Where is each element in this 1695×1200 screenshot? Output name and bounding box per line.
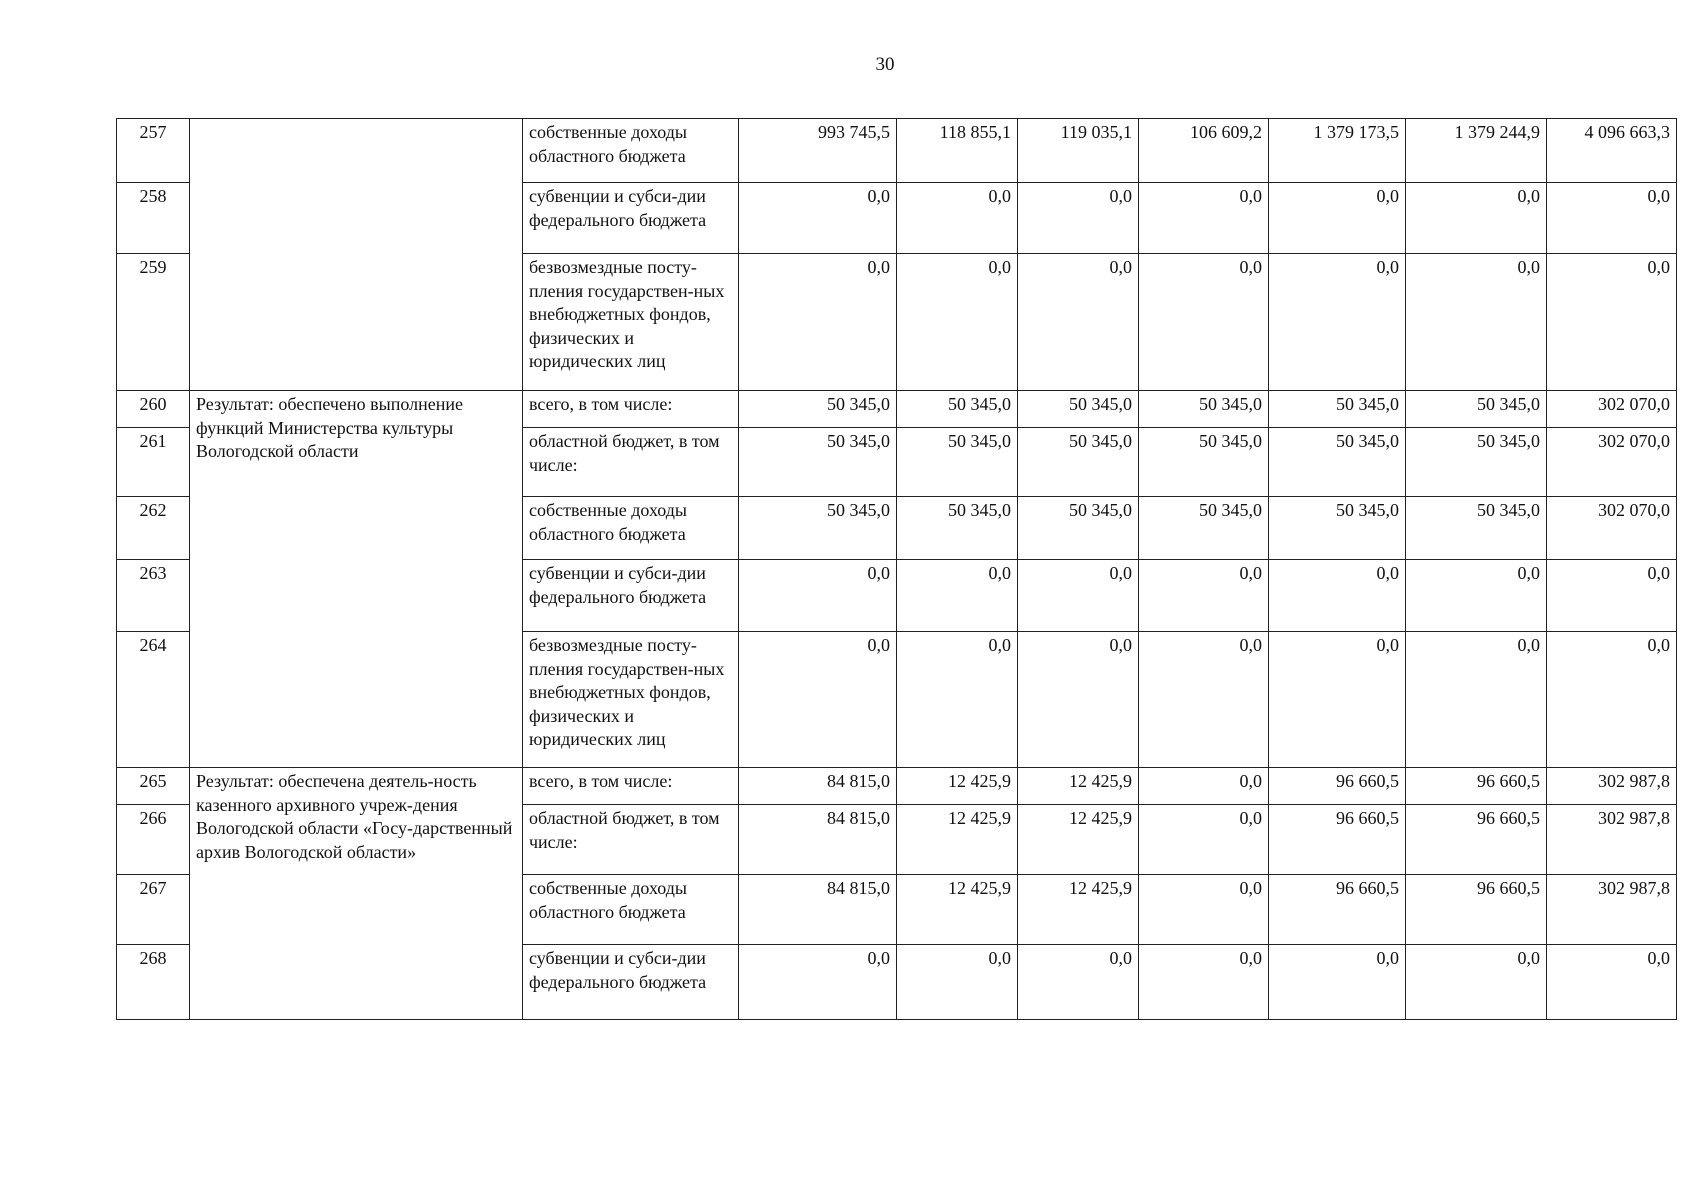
value-cell: 0,0	[739, 632, 897, 768]
value-cell: 0,0	[897, 632, 1018, 768]
budget-table	[116, 118, 1677, 1020]
value-cell: 0,0	[897, 254, 1018, 391]
funding-source-cell: собственные доходы областного бюджета	[523, 497, 739, 560]
value-cell: 0,0	[1547, 945, 1677, 1020]
value-cell: 0,0	[1406, 560, 1547, 632]
value-cell: 0,0	[1269, 632, 1406, 768]
value-cell: 0,0	[1269, 945, 1406, 1020]
value-cell: 1 379 244,9	[1406, 119, 1547, 183]
value-cell: 50 345,0	[1139, 391, 1269, 428]
row-number: 262	[117, 497, 190, 560]
result-cell	[190, 119, 523, 391]
value-cell: 50 345,0	[739, 497, 897, 560]
value-cell: 50 345,0	[1269, 497, 1406, 560]
value-cell: 0,0	[1406, 945, 1547, 1020]
funding-source-cell: субвенции и субси-дии федерального бюджета	[523, 945, 739, 1020]
value-cell: 119 035,1	[1018, 119, 1139, 183]
value-cell: 50 345,0	[897, 428, 1018, 497]
value-cell: 0,0	[1139, 183, 1269, 254]
value-cell: 12 425,9	[897, 805, 1018, 875]
row-number: 260	[117, 391, 190, 428]
value-cell: 0,0	[1139, 875, 1269, 945]
value-cell: 50 345,0	[1018, 428, 1139, 497]
value-cell: 1 379 173,5	[1269, 119, 1406, 183]
value-cell: 4 096 663,3	[1547, 119, 1677, 183]
value-cell: 84 815,0	[739, 805, 897, 875]
row-number: 264	[117, 632, 190, 768]
funding-source-cell: всего, в том числе:	[523, 391, 739, 428]
funding-source-cell: собственные доходы областного бюджета	[523, 875, 739, 945]
value-cell: 0,0	[1139, 805, 1269, 875]
value-cell: 993 745,5	[739, 119, 897, 183]
funding-source-cell: областной бюджет, в том числе:	[523, 805, 739, 875]
value-cell: 0,0	[1139, 254, 1269, 391]
value-cell: 50 345,0	[1139, 497, 1269, 560]
value-cell: 0,0	[739, 183, 897, 254]
value-cell: 0,0	[1269, 254, 1406, 391]
value-cell: 0,0	[1406, 632, 1547, 768]
table-row	[117, 119, 1677, 183]
value-cell: 50 345,0	[739, 391, 897, 428]
value-cell: 12 425,9	[1018, 805, 1139, 875]
row-number: 263	[117, 560, 190, 632]
value-cell: 0,0	[1269, 183, 1406, 254]
value-cell: 50 345,0	[897, 391, 1018, 428]
value-cell: 0,0	[1406, 254, 1547, 391]
value-cell: 0,0	[1139, 560, 1269, 632]
value-cell: 0,0	[1406, 183, 1547, 254]
value-cell: 0,0	[1018, 632, 1139, 768]
value-cell: 0,0	[897, 183, 1018, 254]
row-number: 265	[117, 768, 190, 805]
row-number: 268	[117, 945, 190, 1020]
value-cell: 50 345,0	[1406, 391, 1547, 428]
value-cell: 84 815,0	[739, 875, 897, 945]
value-cell: 0,0	[897, 560, 1018, 632]
value-cell: 50 345,0	[1018, 497, 1139, 560]
value-cell: 12 425,9	[897, 768, 1018, 805]
result-cell: Результат: обеспечено выполнение функций Министерства культуры Вологодской области	[190, 391, 523, 768]
value-cell: 0,0	[739, 254, 897, 391]
value-cell: 0,0	[1139, 945, 1269, 1020]
page-number: 30	[875, 54, 895, 75]
value-cell: 0,0	[1018, 945, 1139, 1020]
row-number: 267	[117, 875, 190, 945]
value-cell: 50 345,0	[1269, 391, 1406, 428]
value-cell: 96 660,5	[1406, 875, 1547, 945]
value-cell: 0,0	[1018, 560, 1139, 632]
value-cell: 50 345,0	[1406, 428, 1547, 497]
value-cell: 0,0	[1139, 768, 1269, 805]
value-cell: 0,0	[1547, 183, 1677, 254]
value-cell: 302 987,8	[1547, 875, 1677, 945]
value-cell: 50 345,0	[1139, 428, 1269, 497]
value-cell: 106 609,2	[1139, 119, 1269, 183]
value-cell: 0,0	[1018, 183, 1139, 254]
value-cell: 0,0	[897, 945, 1018, 1020]
value-cell: 12 425,9	[1018, 875, 1139, 945]
value-cell: 302 070,0	[1547, 497, 1677, 560]
row-number: 259	[117, 254, 190, 391]
value-cell: 0,0	[1547, 560, 1677, 632]
value-cell: 118 855,1	[897, 119, 1018, 183]
value-cell: 96 660,5	[1406, 805, 1547, 875]
value-cell: 302 987,8	[1547, 805, 1677, 875]
value-cell: 12 425,9	[897, 875, 1018, 945]
value-cell: 12 425,9	[1018, 768, 1139, 805]
value-cell: 50 345,0	[1269, 428, 1406, 497]
funding-source-cell: субвенции и субси-дии федерального бюджета	[523, 560, 739, 632]
row-number: 261	[117, 428, 190, 497]
value-cell: 302 070,0	[1547, 391, 1677, 428]
value-cell: 0,0	[739, 945, 897, 1020]
value-cell: 50 345,0	[1018, 391, 1139, 428]
value-cell: 50 345,0	[1406, 497, 1547, 560]
funding-source-cell: безвозмездные посту-пления государствен-ных внебюджетных фондов, физических и юридических лиц	[523, 632, 739, 768]
value-cell: 302 070,0	[1547, 428, 1677, 497]
value-cell: 84 815,0	[739, 768, 897, 805]
funding-source-cell: безвозмездные посту-пления государствен-ных внебюджетных фондов, физических и юридических лиц	[523, 254, 739, 391]
value-cell: 96 660,5	[1269, 768, 1406, 805]
table-body	[117, 119, 1677, 1020]
row-number: 257	[117, 119, 190, 183]
row-number: 266	[117, 805, 190, 875]
funding-source-cell: собственные доходы областного бюджета	[523, 119, 739, 183]
value-cell: 0,0	[1269, 560, 1406, 632]
table-row	[117, 391, 1677, 428]
funding-source-cell: всего, в том числе:	[523, 768, 739, 805]
result-cell: Результат: обеспечена деятель-ность казенного архивного учреж-дения Вологодской области «Госу-дарственный архив Вологодской области»	[190, 768, 523, 1020]
funding-source-cell: областной бюджет, в том числе:	[523, 428, 739, 497]
value-cell: 50 345,0	[897, 497, 1018, 560]
value-cell: 0,0	[739, 560, 897, 632]
table-row	[117, 768, 1677, 805]
value-cell: 96 660,5	[1269, 875, 1406, 945]
value-cell: 0,0	[1547, 254, 1677, 391]
value-cell: 302 987,8	[1547, 768, 1677, 805]
funding-source-cell: субвенции и субси-дии федерального бюджета	[523, 183, 739, 254]
value-cell: 0,0	[1018, 254, 1139, 391]
value-cell: 96 660,5	[1406, 768, 1547, 805]
value-cell: 0,0	[1139, 632, 1269, 768]
value-cell: 96 660,5	[1269, 805, 1406, 875]
value-cell: 50 345,0	[739, 428, 897, 497]
row-number: 258	[117, 183, 190, 254]
value-cell: 0,0	[1547, 632, 1677, 768]
